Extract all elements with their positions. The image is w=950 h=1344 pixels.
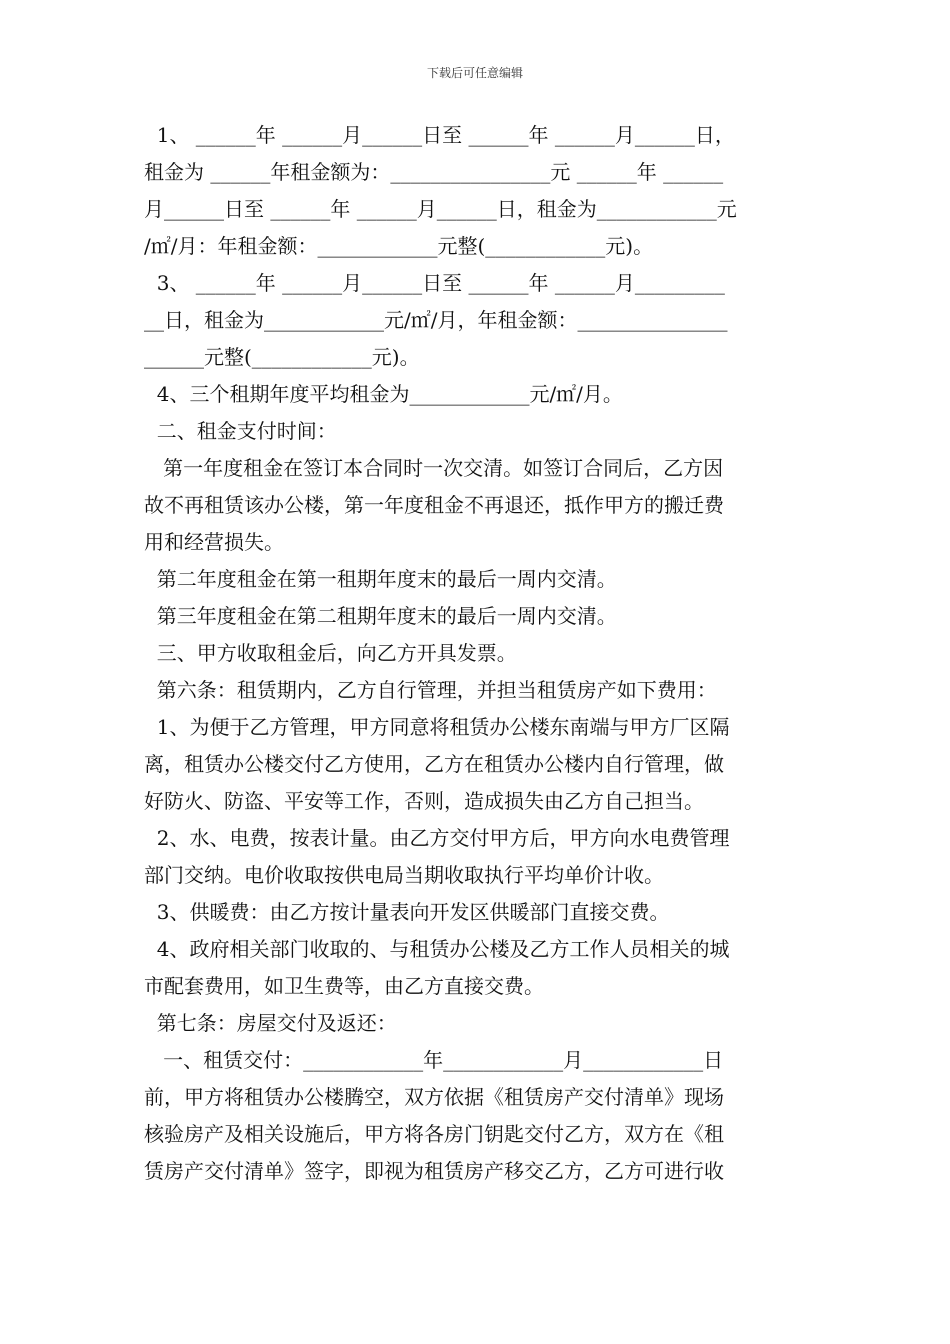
text-line: 租金为 ______年租金额为：________________元 ______年 ______ (144, 160, 724, 184)
section-heading: 三、甲方收取租金后，向乙方开具发票。 (144, 641, 517, 665)
text-line: 用和经营损失。 (144, 530, 284, 554)
text-line: 市配套费用，如卫生费等，由乙方直接交费。 (144, 974, 544, 998)
text-line: 前，甲方将租赁办公楼腾空，双方依据《租赁房产交付清单》现场 (144, 1085, 724, 1109)
text-line: 第一年度租金在签订本合同时一次交清。如签订合同后，乙方因 (144, 456, 724, 480)
text-line: 一、租赁交付：____________年____________月____________日 (144, 1048, 724, 1072)
text-line: 3、 ______年 ______月______日至 ______年 ______月_________ (144, 271, 725, 295)
text-line: 赁房产交付清单》签字，即视为租赁房产移交乙方，乙方可进行收 (144, 1159, 724, 1183)
text-line: __日，租金为____________元/㎡/月，年租金额：_______________ (144, 308, 728, 332)
document-body (144, 117, 809, 1190)
text-line: 2、水、电费，按表计量。由乙方交付甲方后，甲方向水电费管理 (144, 826, 730, 850)
article-heading: 第六条：租赁期内，乙方自行管理，并担当租赁房产如下费用： (144, 678, 717, 702)
text-line: 4、政府相关部门收取的、与租赁办公楼及乙方工作人员相关的城 (144, 937, 730, 961)
text-line: 1、 ______年 ______月______日至 ______年 ______月______日， (144, 123, 735, 147)
text-line: 核验房产及相关设施后，甲方将各房门钥匙交付乙方，双方在《租 (144, 1122, 724, 1146)
text-line: 第二年度租金在第一租期年度末的最后一周内交清。 (144, 567, 617, 591)
text-line: 离，租赁办公楼交付乙方使用，乙方在租赁办公楼内自行管理，做 (144, 752, 724, 776)
article-heading: 第七条：房屋交付及返还： (144, 1011, 397, 1035)
text-line: 3、供暖费：由乙方按计量表向开发区供暖部门直接交费。 (144, 900, 670, 924)
text-line: /㎡/月：年租金额：____________元整(____________元)。 (144, 234, 654, 258)
section-heading: 二、租金支付时间： (144, 419, 337, 443)
text-line: 部门交纳。电价收取按供电局当期收取执行平均单价计收。 (144, 863, 664, 887)
text-line: 好防火、防盗、平安等工作，否则，造成损失由乙方自己担当。 (144, 789, 704, 813)
text-line: 1、为便于乙方管理，甲方同意将租赁办公楼东南端与甲方厂区隔 (144, 715, 730, 739)
page-header: 下载后可任意编辑 (426, 66, 523, 80)
text-line: ______元整(____________元)。 (144, 345, 420, 369)
text-line: 故不再租赁该办公楼，第一年度租金不再退还，抵作甲方的搬迁费 (144, 493, 724, 517)
text-line: 月______日至 ______年 ______月______日，租金为____________元 (144, 197, 737, 221)
text-line: 4、三个租期年度平均租金为____________元/㎡/月。 (144, 382, 623, 406)
text-line: 第三年度租金在第二租期年度末的最后一周内交清。 (144, 604, 617, 628)
